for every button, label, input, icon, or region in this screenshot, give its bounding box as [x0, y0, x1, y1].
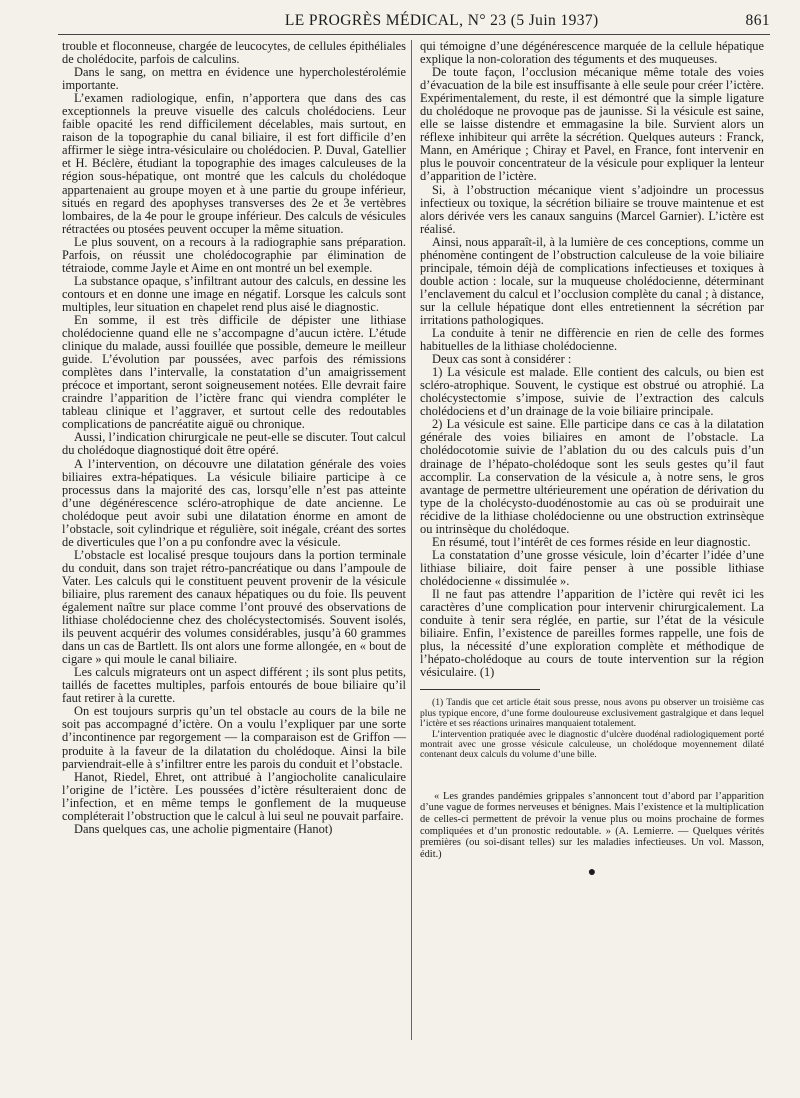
- paragraph: qui témoigne d’une dégénérescence marquée de la cellule hépatique explique la non-coloration des téguments et des muqueuses.: [420, 39, 764, 67]
- running-header: [58, 12, 770, 35]
- paragraph: On est toujours surpris qu’un tel obstacle au cours de la bile ne soit pas accompagné d’ictère. On a voulu l’expliquer par une sorte d’incontinence par regorgement — la comparaison est de Griffon — produite à la faveur de la dilatation du cholédoque. Ainsi la bile parviendrait-elle à s’infiltrer entre les parois du conduit et l’obstacle.: [62, 704, 406, 771]
- paragraph: A l’intervention, on découvre une dilatation générale des voies biliaires extra-hépatiques. La vésicule biliaire participe à ce processus dans la majorité des cas, lorsqu’elle n’est pas atteinte d’une dégénérescence scléro-atrophique de date ancienne. Le cholédoque peut avoir subi une dilatation énorme en amont de l’obstacle, soit cylindrique et régulière, soit inégale, créant des sortes de diverticules que l’on a pu confondre avec la vésicule.: [62, 456, 406, 549]
- paragraph: Il ne faut pas attendre l’apparition de l’ictère qui revêt ici les caractères d’une complication pour intervenir chirurgicalement. La conduite à tenir sera réglée, en partie, sur l’état de la vésicule biliaire. Enfin, l’existence de pareilles formes rappelle, une fois de plus, la nécessité d’une exploration complète et méthodique de l’hépato-cholédoque au cours de toute intervention sur la région vésiculaire. (1): [420, 586, 764, 680]
- right-column: [420, 40, 764, 879]
- paragraph: Si, à l’obstruction mécanique vient s’adjoindre un processus infectieux ou toxique, la sécrétion biliaire se trouve maintenue et est alors dérivée vers les canaux sanguins (Marcel Garnier). L’ictère est réalisé.: [420, 182, 764, 236]
- paragraph: L’examen radiologique, enfin, n’apportera que dans des cas exceptionnels la preuve visuelle des calculs cholédociens. Leur faible opacité les rend difficilement décelables, mais surtout, en raison de la topographie du canal biliaire, il est fort difficile d’en affirmer le siège intra-vésiculaire ou cholédocien. P. Duval, Gatellier et H. Béclère, étudiant la topographie des images calculeuses de la région sous-hépatique, ont montré que les calculs du cholédoque appartenaient au groupe moyen et à une partie du groupe inférieur, situés en regard des apophyses transverses des 2e et 3e vertèbres lombaires, de la 4e pour le groupe inférieur. Des calculs de vésicules rétractées ou ptosées peuvent occuper la même situation.: [62, 91, 406, 236]
- paragraph: Dans quelques cas, une acholie pigmentaire (Hanot): [74, 821, 333, 836]
- footnote-rule: [420, 689, 540, 690]
- paragraph: La constatation d’une grosse vésicule, loin d’écarter l’idée d’une lithiase biliaire, doit faire penser à une possible lithiase cholédocienne « dissimulée ».: [420, 547, 764, 588]
- paragraph: La substance opaque, s’infiltrant autour des calculs, en dessine les contours et en donne une image en négatif. Lorsque les calculs sont multiples, leur situation en chapelet rend plus aisé le diagnostic.: [62, 273, 406, 314]
- paragraph: Aussi, l’indication chirurgicale ne peut-elle se discuter. Tout calcul du cholédoque diagnostiqué doit être opéré.: [62, 430, 406, 458]
- paragraph: Les calculs migrateurs ont un aspect différent ; ils sont plus petits, taillés de facettes multiples, parfois entourés de boue biliaire qu’il faut retirer à la curette.: [62, 665, 406, 706]
- right-column-body: [420, 40, 764, 679]
- paragraph: 1) La vésicule est malade. Elle contient des calculs, ou bien est scléro-atrophique. Souvent, le cystique est obstrué ou atrophié. La cholécystectomie s’impose, suivie de l’extraction des calculs cholédociens et d’un drainage de la voie biliaire principale.: [420, 365, 764, 419]
- paragraph: trouble et floconneuse, chargée de leucocytes, de cellules épithéliales de cholédocite, parfois de calculins.: [62, 39, 406, 67]
- paragraph: Ainsi, nous apparaît-il, à la lumière de ces conceptions, comme un phénomène contingent de l’obstruction calculeuse de la voie biliaire principale, témoin déjà de complications infectieuses et toxiques à double action : locale, sur la muqueuse cholédocienne, déterminant l’enclavement du calcul et l’occlusion complète du canal ; à distance, sur la cellule hépatique dont elles entretiennent la sécrétion par irritations pathologiques.: [420, 234, 764, 327]
- paragraph: L’obstacle est localisé presque toujours dans la portion terminale du conduit, dans son trajet rétro-pancréatique ou dans l’ampoule de Vater. Les calculs qui le constituent peuvent provenir de la vésicule biliaire, plus rarement des canaux hépatiques ou du foie. Ils peuvent également naître sur place comme l’ont prouvé des observations de lithiase cholédocienne chez des cholécystectomisés. Souvent isolés, ils peuvent acquérir des volumes considérables, jusqu’à 60 grammes dans un cas de Bartlett. Ils ont alors une forme allongée, en « bout de cigare » qui moule le canal biliaire.: [62, 547, 406, 667]
- epigraph-quote: « Les grandes pandémies grippales s’annoncent tout d’abord par l’apparition d’une vague de formes nerveuses et bénignes. Mais l’existence et la multiplication de celles-ci permettent de prévoir la venue plus ou moins prochaine de formes compliquées et d’un pronostic redoutable. » (A. Lemierre. — Quelques vérités premières (ou soi-disant telles) sur les maladies infectieuses. Un vol. Masson, édit.): [420, 790, 764, 860]
- paragraph: Deux cas sont à considérer :: [432, 352, 572, 367]
- paragraph: Dans le sang, on mettra en évidence une hypercholestérolémie importante.: [62, 65, 406, 93]
- journal-title: LE PROGRÈS MÉDICAL, N° 23 (5 Juin 1937): [284, 12, 599, 29]
- paragraph: Hanot, Riedel, Ehret, ont attribué à l’angiocholite canaliculaire l’origine de l’ictère. Les poussées d’ictère résulteraient donc de l’infection, et en même temps le gonflement de la muqueuse compléterait l’obstruction que le calcul à lui seul ne pouvait parfaire.: [62, 769, 406, 823]
- paragraph: En résumé, tout l’intérêt de ces formes réside en leur diagnostic.: [432, 534, 751, 549]
- footnote: L’intervention pratiquée avec le diagnostic d’ulcère duodénal radiologiquement porté montrait avec une grosse vésicule calculeuse, un cholédoque moyennement dilaté contenant deux calculs du volume d’une bille.: [420, 728, 764, 761]
- paragraph: 2) La vésicule est saine. Elle participe dans ce cas à la dilatation générale des voies biliaires en amont de l’obstacle. La cholédocotomie suivie de l’ablation du ou des calculs puis d’un drainage de l’hépato-cholédoque sont les seuls gestes qu’il faut accomplir. La conservation de la vésicule a, à notre sens, le gros avantage de permettre ultérieurement une opération de dérivation du type de la cholécysto-duodénostomie au cas où se produirait une récidive de la lithiase cholédocienne ou une obstruction extrinsèque ou intrinsèque du cholédoque.: [420, 417, 764, 536]
- column-divider: [411, 40, 412, 1040]
- paragraph: La conduite à tenir ne diffèrencie en rien de celle des formes habituelles de la lithiase cholédocienne.: [420, 326, 764, 354]
- footnote: (1) Tandis que cet article était sous presse, nous avons pu observer un troisième cas plus typique encore, d’une forme douloureuse exclusivement gastralgique et dans lequel l’ictère et ses réactions urinaires manquaient totalement.: [420, 697, 764, 730]
- ornament-dot: ●: [587, 865, 597, 881]
- paragraph: Le plus souvent, on a recours à la radiographie sans préparation. Parfois, on réussit une cholédocographie par élimination de tétraiode, comme Jayle et Aime en ont montré un bel exemple.: [62, 234, 406, 275]
- page-number: 861: [745, 12, 770, 29]
- footnotes: [420, 698, 764, 760]
- paragraph: De toute façon, l’occlusion mécanique même totale des voies d’évacuation de la bile est insuffisante à elle seule pour créer l’ictère. Expérimentalement, du reste, il est démontré que la simple ligature du cholédoque ne provoque pas de jaunisse. Si la vésicule est saine, elle se laisse distendre et emmagasine la bile. Survient alors un réflexe inhibiteur qui arrête la sécrétion. Quelques auteurs : Franck, Mann, en Amérique ; Chiray et Pavel, en France, font intervenir en plus le pouvoir concentrateur de la vésicule pour expliquer la lenteur d’apparition de l’ictère.: [420, 65, 764, 184]
- left-column: [62, 40, 406, 836]
- paragraph: En somme, il est très difficile de dépister une lithiase cholédocienne quand elle ne s’accompagne d’aucun ictère. L’étude clinique du malade, aussi fouillée que possible, demeure le meilleur guide. L’évolution par poussées, avec parfois des rémissions complètes dans l’intervalle, la constatation d’un amaigrissement précoce et important, seront soigneusement notées. Elle devrait faire craindre l’apparition de l’ictère franc qui viendra compléter le tableau clinique et l’aggraver, et surtout celle des redoutables complications de pancréatite aiguë ou chronique.: [62, 312, 406, 432]
